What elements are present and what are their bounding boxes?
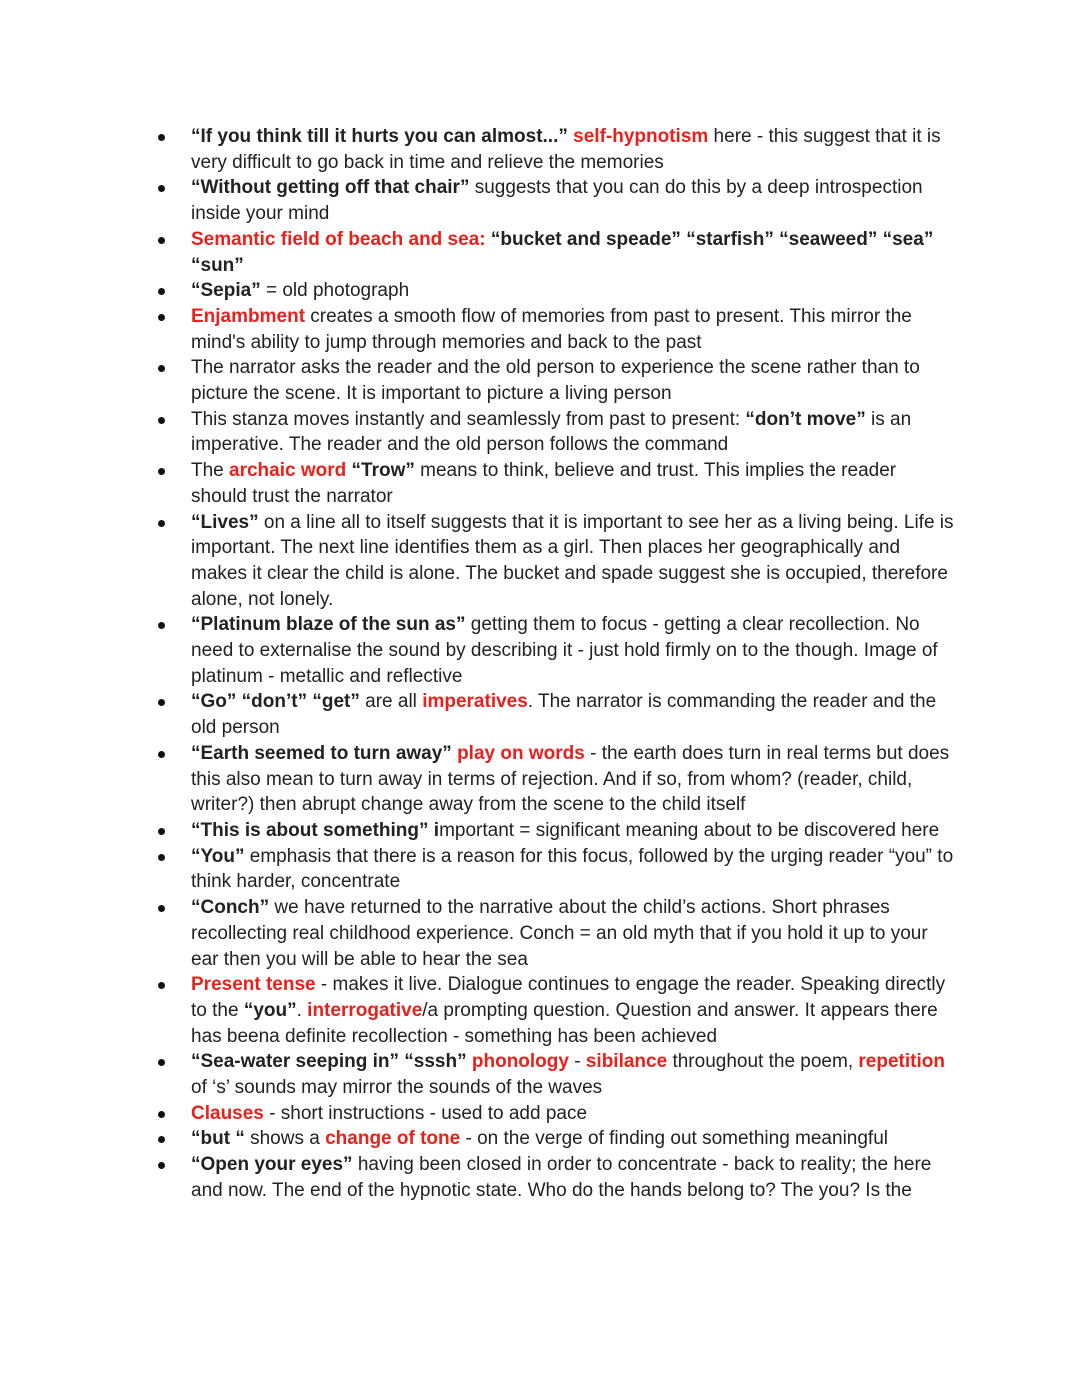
note-text: suggests that you can do this by a deep introspection inside your mind (191, 177, 923, 225)
note-term: phonology (471, 1051, 569, 1073)
note-item (191, 972, 956, 1049)
note-item (191, 844, 956, 895)
note-term: Enjambment (191, 305, 306, 327)
note-quote: “Lives” (191, 511, 259, 533)
note-term: self-hypnotism (573, 126, 709, 147)
note-term: imperatives (422, 691, 528, 713)
note-item (191, 458, 956, 509)
note-text: of ‘s’ sounds may mirror the sounds of the waves (191, 1077, 603, 1099)
note-text: - (568, 1051, 586, 1073)
note-term: Clauses (191, 1102, 264, 1124)
note-text: is an imperative. The reader and the old person follows the command (191, 408, 912, 456)
note-text: having been closed in order to concentrate - back to reality; the here and now. The end of the hypnotic state. Who do the hands belong to? The you? Is the (191, 1154, 932, 1201)
note-text: emphasis that there is a reason for this focus, followed by the urging reader “you” to think harder, concentrate (191, 845, 954, 893)
note-quote: “If you think till it hurts you can almost...” (191, 126, 568, 147)
note-text: are all (359, 691, 423, 713)
note-quote: “Sea-water seeping in” “sssh” (191, 1051, 467, 1073)
note-text: means to think, believe and trust. This implies the reader should trust the narrator (191, 460, 897, 507)
note-item (191, 689, 956, 740)
note-item (191, 278, 956, 304)
note-quote: “This is about something” i (191, 819, 440, 841)
note-item (191, 895, 956, 972)
note-item (191, 612, 956, 689)
note-text: getting them to focus - getting a clear recollection. No need to externalise the sound by describing it - just hold firmly on to the though. Image of platinum - metallic and reflective (191, 614, 938, 687)
note-quote: “You” (191, 845, 245, 867)
note-item (191, 175, 956, 226)
note-text: The narrator asks the reader and the old person to experience the scene rather than to picture the scene. It is important to picture a living person (191, 357, 920, 405)
note-text: - the earth does turn in real terms but does this also mean to turn away in terms of rejection. And if so, from whom? (reader, child, writer?) then abrupt change away from the scene to the child itself (191, 742, 950, 816)
note-text: mportant = significant meaning about to be discovered here (439, 819, 940, 841)
note-item (191, 407, 956, 458)
note-term: sibilance (585, 1051, 668, 1073)
note-term: play on words (457, 742, 585, 764)
note-quote: “Conch” (191, 897, 270, 919)
note-quote: “Open your eyes” (191, 1154, 353, 1176)
note-text: throughout the poem, (667, 1051, 859, 1073)
note-text: here - this suggest that it is very difficult to go back in time and relieve the memories (191, 126, 941, 173)
note-quote: “you” (243, 999, 297, 1021)
note-term: interrogative (307, 999, 423, 1021)
note-text: This stanza moves instantly and seamlessly from past to present: (191, 408, 746, 430)
note-text: creates a smooth flow of memories from past to present. This mirror the mind's ability to jump through memories and back to the past (191, 305, 912, 353)
note-text: on a line all to itself suggests that it is important to see her as a living being. Life is important. The next line identifies them as a girl. Then places her geographically and makes it clear the child is alone. The bucket and spade suggest she is occupied, therefore alone, not lonely. (191, 511, 954, 610)
note-text: shows a (244, 1128, 326, 1150)
note-quote: “Sepia” (191, 280, 261, 302)
note-item (191, 1126, 956, 1152)
note-text: The (191, 460, 230, 482)
note-text: . (296, 999, 308, 1021)
note-item (191, 355, 956, 406)
note-item (191, 741, 956, 818)
note-item (191, 510, 956, 613)
note-term: change of tone (325, 1128, 461, 1150)
note-text: /a prompting question. Question and answer. It appears there has beena definite recollection - something has been achieved (191, 999, 938, 1047)
note-item (191, 1152, 956, 1203)
note-item (191, 124, 956, 175)
note-item (191, 227, 956, 278)
note-term: Present tense (191, 974, 316, 996)
note-quote: “Platinum blaze of the sun as” (191, 614, 466, 636)
note-quote: “Trow” (351, 460, 415, 482)
note-term: Semantic field of beach and sea: (191, 228, 486, 250)
note-text: = old photograph (260, 280, 410, 302)
note-quote: “don’t move” (745, 408, 866, 430)
note-quote: “bucket and speade” “starfish” “seaweed” “sea” “sun” (191, 228, 934, 276)
note-text: we have returned to the narrative about the child’s actions. Short phrases recollecting real childhood experience. Conch = an old myth that if you hold it up to your ear then you will be able to hear the sea (191, 897, 928, 970)
note-quote: “Go” “don’t” “get” (191, 691, 360, 713)
note-item (191, 1049, 956, 1100)
note-item (191, 304, 956, 355)
note-text: - on the verge of finding out something meaningful (460, 1128, 888, 1150)
note-term: archaic word (229, 460, 347, 482)
notes-list (0, 124, 1080, 1204)
note-quote: “Earth seemed to turn away” (191, 742, 452, 764)
note-quote: “Without getting off that chair” (191, 177, 470, 199)
note-item (191, 818, 956, 844)
note-text: - makes it live. Dialogue continues to engage the reader. Speaking directly to the (191, 974, 946, 1021)
note-text: . The narrator is commanding the reader and the old person (191, 691, 937, 739)
note-item (191, 1101, 956, 1127)
note-quote: “but “ (191, 1128, 245, 1150)
note-term: repetition (858, 1051, 945, 1073)
note-text: - short instructions - used to add pace (263, 1102, 588, 1124)
